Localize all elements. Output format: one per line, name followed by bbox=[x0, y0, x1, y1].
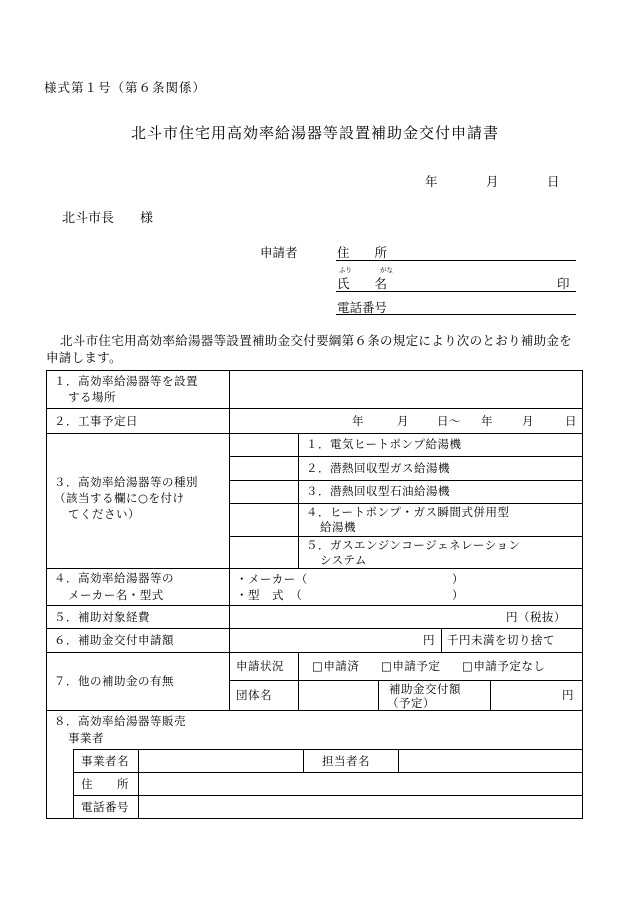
type-option-3: ３．潜熱回収型石油給湯機 bbox=[306, 484, 450, 498]
date-year-label: 年 bbox=[425, 174, 438, 189]
dealer-contact-input[interactable] bbox=[401, 751, 580, 771]
subsidy-amount-label-line1: 補助金交付額 bbox=[389, 682, 461, 696]
row1-label-line2: する場所 bbox=[68, 390, 116, 404]
row5-label: ５．補助対象経費 bbox=[54, 610, 150, 624]
status-label: 申請状況 bbox=[236, 659, 284, 673]
dealer-address-input[interactable] bbox=[141, 774, 580, 794]
request-amount-input[interactable] bbox=[232, 630, 420, 651]
type-option-1-mark[interactable] bbox=[232, 435, 296, 455]
group-name-input[interactable] bbox=[301, 682, 376, 709]
type-option-2: ２．潜熱回収型ガス給湯機 bbox=[306, 461, 450, 475]
row6-note: 千円未満を切り捨て bbox=[447, 633, 555, 647]
seal-mark: 印 bbox=[557, 276, 570, 291]
row4-label-line1: ４．高効率給湯器等の bbox=[54, 571, 174, 585]
maker-input[interactable] bbox=[312, 571, 450, 587]
maker-close-paren: ） bbox=[452, 572, 464, 586]
model-close-paren: ） bbox=[452, 588, 464, 602]
row3-label-line3: てください） bbox=[68, 507, 140, 521]
row2-year1: 年 bbox=[352, 414, 364, 428]
dealer-phone-label: 電話番号 bbox=[81, 800, 129, 814]
type-option-3-mark[interactable] bbox=[232, 482, 296, 502]
type-option-2-mark[interactable] bbox=[232, 458, 296, 478]
row5-unit: 円（税抜） bbox=[506, 610, 566, 624]
row6-unit: 円 bbox=[423, 633, 435, 647]
row6-label: ６．補助金交付申請額 bbox=[54, 633, 174, 647]
group-label: 団体名 bbox=[236, 688, 272, 702]
status-option-applied[interactable]: □申請済 bbox=[312, 659, 360, 673]
addressee bbox=[62, 207, 153, 226]
subsidy-amount-unit: 円 bbox=[562, 688, 574, 702]
dealer-address-label: 住 所 bbox=[81, 777, 129, 791]
document-title: 北斗市住宅用高効率給湯器等設置補助金交付申請書 bbox=[130, 124, 499, 142]
row8-label-line2: 事業者 bbox=[68, 731, 104, 745]
status-option-planned[interactable]: □申請予定 bbox=[381, 659, 441, 673]
furigana-label-2: がな bbox=[380, 266, 393, 274]
row3-label-line2: （該当する欄に○を付け bbox=[54, 491, 185, 505]
applicant-name-line[interactable] bbox=[336, 291, 576, 292]
addressee-suffix: 様 bbox=[140, 211, 154, 226]
subsidy-amount-input[interactable] bbox=[493, 682, 553, 709]
type-option-5-mark[interactable] bbox=[232, 538, 296, 567]
type-option-5-line2: システム bbox=[320, 553, 367, 567]
install-location-field[interactable] bbox=[232, 372, 580, 406]
row3-label-line1: ３．高効率給湯器等の種別 bbox=[54, 475, 198, 489]
row2-day1: 日～ bbox=[437, 414, 461, 428]
applicant-phone-label: 電話番号 bbox=[337, 300, 388, 315]
row2-month2: 月 bbox=[522, 414, 534, 428]
row2-year2: 年 bbox=[481, 414, 493, 428]
type-option-1: １．電気ヒートポンプ給湯機 bbox=[306, 437, 462, 451]
date-month-label: 月 bbox=[486, 174, 499, 189]
applicant-address-label: 住 所 bbox=[337, 245, 388, 260]
dealer-contact-label: 担当者名 bbox=[322, 754, 370, 768]
dealer-phone-input[interactable] bbox=[141, 797, 580, 817]
applicant-name-label: 氏 名 bbox=[337, 276, 388, 291]
date-day-label: 日 bbox=[547, 174, 560, 189]
status-option-none[interactable]: □申請予定なし bbox=[462, 659, 546, 673]
form-number: 様式第１号（第６条関係） bbox=[44, 80, 207, 95]
row4-label-line2: メーカー名・型式 bbox=[68, 588, 164, 602]
row2-label: ２．工事予定日 bbox=[54, 414, 138, 428]
eligible-cost-input[interactable] bbox=[232, 607, 502, 627]
row2-month1: 月 bbox=[397, 414, 409, 428]
intro-paragraph: 北斗市住宅用高効率給湯器等設置補助金交付要綱第６条の規定により次のとおり補助金を申請します。 bbox=[46, 333, 573, 365]
row8-label-line1: ８．高効率給湯器等販売 bbox=[54, 714, 186, 728]
applicant-label: 申請者 bbox=[260, 245, 298, 260]
addressee-name: 北斗市長 bbox=[62, 211, 115, 226]
type-option-4-line2: 給湯機 bbox=[320, 520, 356, 534]
row2-day2: 日 bbox=[565, 414, 577, 428]
type-option-4-mark[interactable] bbox=[232, 505, 296, 535]
dealer-company-label: 事業者名 bbox=[81, 754, 129, 768]
model-input[interactable] bbox=[312, 587, 450, 603]
applicant-address-line[interactable] bbox=[336, 260, 576, 261]
row7-label: ７．他の補助金の有無 bbox=[54, 674, 174, 688]
furigana-label-1: ふり bbox=[339, 266, 352, 274]
subsidy-amount-label-line2: （予定） bbox=[387, 696, 435, 710]
row1-label-line1: １．高効率給湯器等を設置 bbox=[54, 374, 198, 388]
type-option-5-line1: ５．ガスエンジンコージェネレーション bbox=[306, 538, 521, 552]
dealer-company-input[interactable] bbox=[141, 751, 301, 771]
type-option-4-line1: ４．ヒートポンプ・ガス瞬間式併用型 bbox=[306, 505, 510, 519]
model-label: ・型 式 （ bbox=[236, 588, 303, 602]
maker-label: ・メーカー（ bbox=[236, 572, 308, 586]
applicant-phone-line[interactable] bbox=[336, 314, 576, 315]
